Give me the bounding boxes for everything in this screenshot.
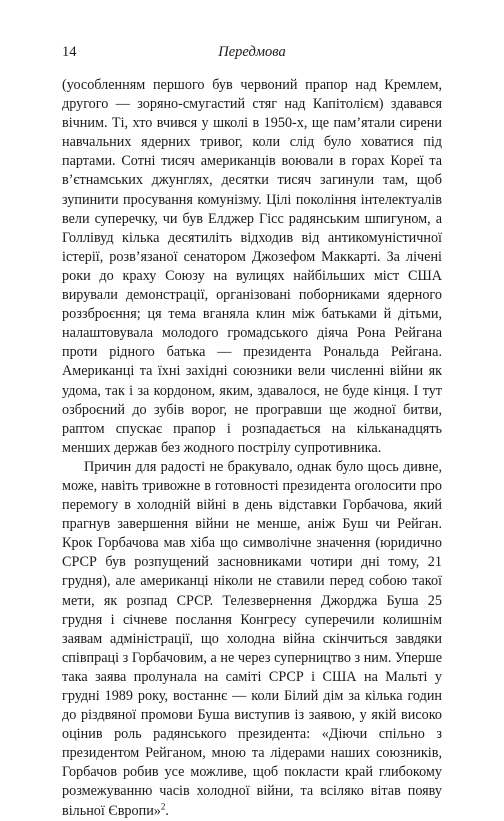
page-header <box>62 44 442 64</box>
footnote-marker[interactable]: 2 <box>160 800 166 811</box>
running-title: Передмова <box>218 44 286 60</box>
paragraph <box>62 76 442 458</box>
paragraph <box>62 458 442 821</box>
paragraph-text: Причин для радості не бракувало, однак було щось дивне, може, навіть тривожне в готовності президента оголосити про перемогу в холодній війні в день відставки Горбачова, який прагнув завершення війни не менше, аніж Буш чи Рейган. Крок Горбачова мав хіба що символічне значення (юридично СРСР був розпущений засновниками чотири дні тому, 21 грудня), але американці ніколи не ставили перед собою такої мети, як розпад СРСР. Телезвернення Джорджа Буша 25 грудня і січневе послання Конгресу суперечили колишнім заявам адміністрації, що холодна війна скінчиться завдяки співпраці з Горбачовим, а не через суперництво з ним. Уперше така заява пролунала на саміті СРСР і США на Мальті у грудні 1989 року, востаннє — коли Білий дім за кілька годин до різдвяної промови Буша виступив із заявою, у якій високо оцінив роль радянського президента: «Діючи спільно з президентом Рейганом, мною та лідерами наших союзників, Горбачов робив усе можливе, щоб покласти край глибокому розмежуванню часів холодної війни, та всіляко вітав появу вільної Європи» <box>62 458 442 819</box>
body-text <box>62 76 442 821</box>
paragraph-text: (уособленням першого був червоний прапор над Кремлем, другого — зоряно-смугастий стяг над Капітолієм) здавався вічним. Ті, хто вчився у школі в 1950-х, ще пам’ятали сирени навчальних ядерних тривог, коли слід було ховатися під партами. Сотні тисяч американців воювали в горах Кореї та в’єтнамських джунглях, десятки тисяч загинули там, щоб зупинити просування комунізму. Цілі покоління інтелектуалів вели суперечку, чи був Елджер Гісс радянським шпигуном, а Голлівуд кілька десятиліть відходив від антикомуністичної істерії, розв’язаної сенатором Джозефом Маккарті. За лічені роки до краху Союзу на вулицях найбільших міст США вирували демонстрації, організовані поборниками ядерного роззброєння; ця тема вганяла клин між батьками й дітьми, налаштовувала молодого громадського діяча Рона Рейгана проти рідного батька — президента Рональда Рейгана. Американці та їхні західні союзники вели численні війни як удома, так і за кордоном, яким, здавалося, не буде кінця. І тут озброєний до зубів ворог, не програвши ще жодної битви, раптом спускає прапор і розпадається на кільканадцять менших держав без жодного пострілу супротивника. <box>62 77 442 456</box>
sentence-period: . <box>165 802 169 819</box>
page-number: 14 <box>62 44 77 60</box>
